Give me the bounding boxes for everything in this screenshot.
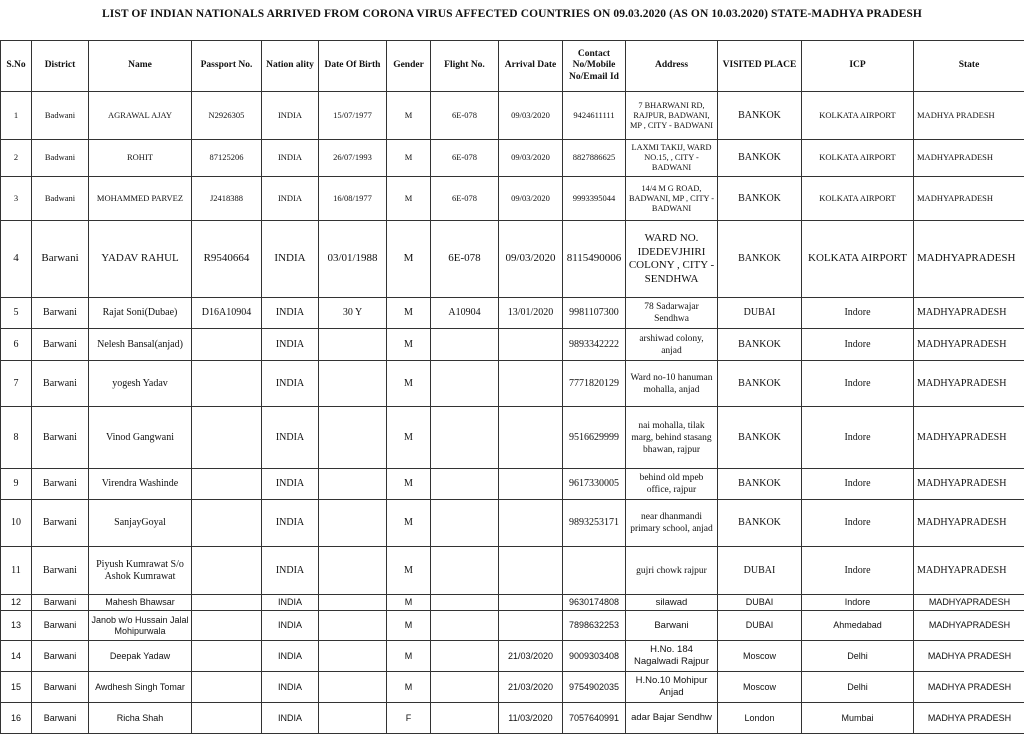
cell-state: MADHYAPRADESH: [914, 140, 1024, 177]
cell-contact: 9993395044: [563, 177, 626, 221]
cell-state: MADHYAPRADESH: [914, 469, 1024, 500]
cell-flight: [431, 595, 499, 611]
cell-address: gujri chowk rajpur: [626, 547, 718, 595]
cell-gender: M: [387, 92, 431, 140]
cell-contact: 9424611111: [563, 92, 626, 140]
cell-name: Richa Shah: [89, 703, 192, 734]
header-name: Name: [89, 41, 192, 92]
header-gender: Gender: [387, 41, 431, 92]
cell-state: MADHYAPRADESH: [914, 500, 1024, 547]
table-row: [1, 361, 1024, 407]
cell-contact: 9617330005: [563, 469, 626, 500]
cell-gender: M: [387, 641, 431, 672]
cell-district: Barwani: [32, 469, 89, 500]
cell-icp: Indore: [802, 298, 914, 329]
cell-flight: [431, 329, 499, 361]
cell-dob: [319, 611, 387, 641]
cell-passport: [192, 547, 262, 595]
cell-gender: M: [387, 361, 431, 407]
cell-district: Barwani: [32, 703, 89, 734]
cell-flight: 6E-078: [431, 140, 499, 177]
cell-visited: Moscow: [718, 672, 802, 703]
cell-visited: Moscow: [718, 641, 802, 672]
cell-icp: Indore: [802, 407, 914, 469]
cell-contact: 9981107300: [563, 298, 626, 329]
cell-passport: [192, 703, 262, 734]
header-sno: S.No: [1, 41, 32, 92]
cell-gender: M: [387, 407, 431, 469]
table-row: [1, 469, 1024, 500]
cell-arrival: [499, 407, 563, 469]
table-row: [1, 500, 1024, 547]
cell-district: Barwani: [32, 298, 89, 329]
cell-visited: DUBAI: [718, 547, 802, 595]
cell-passport: [192, 611, 262, 641]
cell-icp: Ahmedabad: [802, 611, 914, 641]
cell-arrival: 13/01/2020: [499, 298, 563, 329]
cell-contact: 9754902035: [563, 672, 626, 703]
cell-visited: BANKOK: [718, 407, 802, 469]
cell-district: Barwani: [32, 500, 89, 547]
cell-gender: M: [387, 672, 431, 703]
cell-sno: 13: [1, 611, 32, 641]
cell-arrival: [499, 329, 563, 361]
cell-name: Mahesh Bhawsar: [89, 595, 192, 611]
cell-flight: [431, 547, 499, 595]
cell-gender: M: [387, 500, 431, 547]
cell-icp: Indore: [802, 469, 914, 500]
table-row: [1, 547, 1024, 595]
cell-name: Virendra Washinde: [89, 469, 192, 500]
cell-gender: F: [387, 703, 431, 734]
cell-arrival: [499, 547, 563, 595]
cell-flight: [431, 361, 499, 407]
cell-passport: [192, 595, 262, 611]
cell-nationality: INDIA: [262, 611, 319, 641]
cell-contact: 7057640991: [563, 703, 626, 734]
cell-visited: BANKOK: [718, 329, 802, 361]
cell-icp: KOLKATA AIRPORT: [802, 221, 914, 298]
cell-icp: Indore: [802, 547, 914, 595]
cell-name: yogesh Yadav: [89, 361, 192, 407]
cell-address: H.No.10 Mohipur Anjad: [626, 672, 718, 703]
table-row: [1, 611, 1024, 641]
cell-district: Barwani: [32, 329, 89, 361]
cell-sno: 5: [1, 298, 32, 329]
cell-dob: [319, 329, 387, 361]
cell-address: adar Bajar Sendhw: [626, 703, 718, 734]
header-row: [1, 41, 1024, 92]
cell-dob: [319, 469, 387, 500]
cell-visited: BANKOK: [718, 92, 802, 140]
cell-flight: [431, 672, 499, 703]
cell-visited: DUBAI: [718, 595, 802, 611]
cell-flight: 6E-078: [431, 177, 499, 221]
cell-icp: KOLKATA AIRPORT: [802, 177, 914, 221]
cell-passport: N2926305: [192, 92, 262, 140]
cell-district: Barwani: [32, 407, 89, 469]
cell-sno: 15: [1, 672, 32, 703]
cell-visited: BANKOK: [718, 361, 802, 407]
cell-passport: D16A10904: [192, 298, 262, 329]
cell-nationality: INDIA: [262, 92, 319, 140]
cell-passport: [192, 469, 262, 500]
cell-flight: [431, 611, 499, 641]
cell-flight: [431, 703, 499, 734]
cell-nationality: INDIA: [262, 595, 319, 611]
cell-state: MADHYA PRADESH: [914, 672, 1024, 703]
cell-icp: Indore: [802, 329, 914, 361]
cell-contact: 9516629999: [563, 407, 626, 469]
cell-address: silawad: [626, 595, 718, 611]
cell-name: Rajat Soni(Dubae): [89, 298, 192, 329]
cell-passport: [192, 407, 262, 469]
cell-contact: 9009303408: [563, 641, 626, 672]
cell-name: AGRAWAL AJAY: [89, 92, 192, 140]
cell-sno: 6: [1, 329, 32, 361]
cell-dob: 30 Y: [319, 298, 387, 329]
table-row: [1, 407, 1024, 469]
cell-district: Barwani: [32, 672, 89, 703]
cell-sno: 8: [1, 407, 32, 469]
header-visited: VISITED PLACE: [718, 41, 802, 92]
cell-icp: KOLKATA AIRPORT: [802, 92, 914, 140]
header-passport: Passport No.: [192, 41, 262, 92]
cell-icp: KOLKATA AIRPORT: [802, 140, 914, 177]
cell-passport: J2418388: [192, 177, 262, 221]
cell-passport: [192, 500, 262, 547]
cell-state: MADHYAPRADESH: [914, 221, 1024, 298]
cell-flight: 6E-078: [431, 92, 499, 140]
cell-nationality: INDIA: [262, 641, 319, 672]
cell-contact: 9630174808: [563, 595, 626, 611]
table-row: [1, 140, 1024, 177]
cell-district: Barwani: [32, 595, 89, 611]
cell-contact: [563, 547, 626, 595]
cell-passport: [192, 329, 262, 361]
cell-arrival: [499, 469, 563, 500]
cell-address: 7 BHARWANI RD, RAJPUR, BADWANI, MP , CITY - BADWANI: [626, 92, 718, 140]
cell-sno: 2: [1, 140, 32, 177]
cell-icp: Mumbai: [802, 703, 914, 734]
cell-passport: [192, 361, 262, 407]
document-title: LIST OF INDIAN NATIONALS ARRIVED FROM CORONA VIRUS AFFECTED COUNTRIES ON 09.03.2020 (AS ON 10.03.2020) STATE-MADHYA PRADESH: [0, 8, 1024, 30]
cell-district: Badwani: [32, 140, 89, 177]
cell-nationality: INDIA: [262, 469, 319, 500]
cell-sno: 9: [1, 469, 32, 500]
cell-contact: 9893253171: [563, 500, 626, 547]
cell-nationality: INDIA: [262, 221, 319, 298]
table-row: [1, 595, 1024, 611]
cell-nationality: INDIA: [262, 140, 319, 177]
cell-nationality: INDIA: [262, 500, 319, 547]
arrivals-table: [0, 40, 1024, 734]
cell-arrival: [499, 611, 563, 641]
cell-address: near dhanmandi primary school, anjad: [626, 500, 718, 547]
cell-state: MADHYAPRADESH: [914, 407, 1024, 469]
header-flight: Flight No.: [431, 41, 499, 92]
cell-sno: 12: [1, 595, 32, 611]
cell-address: H.No. 184 Nagalwadi Rajpur: [626, 641, 718, 672]
cell-visited: DUBAI: [718, 611, 802, 641]
cell-gender: M: [387, 221, 431, 298]
cell-name: MOHAMMED PARVEZ: [89, 177, 192, 221]
cell-dob: [319, 361, 387, 407]
header-address: Address: [626, 41, 718, 92]
cell-dob: 26/07/1993: [319, 140, 387, 177]
cell-nationality: INDIA: [262, 298, 319, 329]
cell-visited: BANKOK: [718, 469, 802, 500]
table-row: [1, 221, 1024, 298]
cell-address: Barwani: [626, 611, 718, 641]
cell-gender: M: [387, 469, 431, 500]
cell-state: MADHYA PRADESH: [914, 703, 1024, 734]
cell-arrival: [499, 500, 563, 547]
cell-dob: 03/01/1988: [319, 221, 387, 298]
cell-name: Deepak Yadaw: [89, 641, 192, 672]
cell-district: Barwani: [32, 221, 89, 298]
cell-address: 78 Sadarwajar Sendhwa: [626, 298, 718, 329]
cell-arrival: 09/03/2020: [499, 221, 563, 298]
cell-dob: [319, 547, 387, 595]
cell-icp: Delhi: [802, 641, 914, 672]
cell-icp: Delhi: [802, 672, 914, 703]
cell-dob: 15/07/1977: [319, 92, 387, 140]
cell-flight: A10904: [431, 298, 499, 329]
cell-arrival: 11/03/2020: [499, 703, 563, 734]
cell-district: Barwani: [32, 611, 89, 641]
cell-gender: M: [387, 611, 431, 641]
header-dob: Date Of Birth: [319, 41, 387, 92]
cell-gender: M: [387, 298, 431, 329]
cell-gender: M: [387, 177, 431, 221]
cell-address: nai mohalla, tilak marg, behind stasang bhawan, rajpur: [626, 407, 718, 469]
cell-name: Nelesh Bansal(anjad): [89, 329, 192, 361]
cell-state: MADHYAPRADESH: [914, 177, 1024, 221]
cell-name: YADAV RAHUL: [89, 221, 192, 298]
cell-nationality: INDIA: [262, 361, 319, 407]
table-row: [1, 298, 1024, 329]
cell-visited: BANKOK: [718, 500, 802, 547]
cell-sno: 7: [1, 361, 32, 407]
cell-state: MADHYAPRADESH: [914, 329, 1024, 361]
cell-dob: [319, 641, 387, 672]
cell-state: MADHYAPRADESH: [914, 595, 1024, 611]
table-row: [1, 329, 1024, 361]
cell-passport: R9540664: [192, 221, 262, 298]
cell-visited: London: [718, 703, 802, 734]
cell-contact: 8827886625: [563, 140, 626, 177]
cell-address: arshiwad colony, anjad: [626, 329, 718, 361]
cell-name: SanjayGoyal: [89, 500, 192, 547]
cell-name: Piyush Kumrawat S/o Ashok Kumrawat: [89, 547, 192, 595]
cell-address: behind old mpeb office, rajpur: [626, 469, 718, 500]
cell-flight: [431, 407, 499, 469]
table-row: [1, 177, 1024, 221]
cell-contact: 7771820129: [563, 361, 626, 407]
table-row: [1, 92, 1024, 140]
cell-nationality: INDIA: [262, 547, 319, 595]
cell-contact: 8115490006: [563, 221, 626, 298]
cell-visited: BANKOK: [718, 177, 802, 221]
cell-gender: M: [387, 595, 431, 611]
cell-passport: [192, 672, 262, 703]
cell-nationality: INDIA: [262, 329, 319, 361]
cell-district: Badwani: [32, 92, 89, 140]
cell-state: MADHYA PRADESH: [914, 92, 1024, 140]
header-district: District: [32, 41, 89, 92]
cell-icp: Indore: [802, 361, 914, 407]
header-arrival: Arrival Date: [499, 41, 563, 92]
cell-dob: [319, 672, 387, 703]
cell-state: MADHYAPRADESH: [914, 547, 1024, 595]
cell-dob: [319, 703, 387, 734]
cell-state: MADHYAPRADESH: [914, 361, 1024, 407]
cell-flight: [431, 469, 499, 500]
cell-state: MADHYAPRADESH: [914, 298, 1024, 329]
cell-nationality: INDIA: [262, 703, 319, 734]
cell-dob: 16/08/1977: [319, 177, 387, 221]
cell-gender: M: [387, 329, 431, 361]
cell-arrival: [499, 595, 563, 611]
header-contact: Contact No/Mobile No/Email Id: [563, 41, 626, 92]
cell-state: MADHYAPRADESH: [914, 611, 1024, 641]
cell-sno: 16: [1, 703, 32, 734]
cell-visited: DUBAI: [718, 298, 802, 329]
cell-arrival: 21/03/2020: [499, 641, 563, 672]
cell-district: Barwani: [32, 361, 89, 407]
cell-sno: 14: [1, 641, 32, 672]
cell-address: WARD NO. IDEDEVJHIRI COLONY , CITY - SENDHWA: [626, 221, 718, 298]
cell-passport: 87125206: [192, 140, 262, 177]
cell-address: Ward no-10 hanuman mohalla, anjad: [626, 361, 718, 407]
cell-flight: [431, 641, 499, 672]
cell-visited: BANKOK: [718, 221, 802, 298]
cell-address: 14/4 M G ROAD, BADWANI, MP , CITY - BADWANI: [626, 177, 718, 221]
cell-sno: 3: [1, 177, 32, 221]
cell-dob: [319, 407, 387, 469]
cell-dob: [319, 500, 387, 547]
cell-flight: 6E-078: [431, 221, 499, 298]
cell-contact: 7898632253: [563, 611, 626, 641]
header-nationality: Nation ality: [262, 41, 319, 92]
cell-arrival: 21/03/2020: [499, 672, 563, 703]
cell-district: Badwani: [32, 177, 89, 221]
cell-arrival: 09/03/2020: [499, 177, 563, 221]
cell-icp: Indore: [802, 500, 914, 547]
cell-arrival: 09/03/2020: [499, 140, 563, 177]
cell-dob: [319, 595, 387, 611]
cell-sno: 11: [1, 547, 32, 595]
cell-passport: [192, 641, 262, 672]
cell-name: Janob w/o Hussain Jalal Mohipurwala: [89, 611, 192, 641]
cell-sno: 4: [1, 221, 32, 298]
cell-visited: BANKOK: [718, 140, 802, 177]
cell-gender: M: [387, 140, 431, 177]
cell-address: LAXMI TAKIJ, WARD NO.15, , CITY - BADWANI: [626, 140, 718, 177]
cell-name: Vinod Gangwani: [89, 407, 192, 469]
header-state: State: [914, 41, 1024, 92]
cell-nationality: INDIA: [262, 177, 319, 221]
cell-arrival: [499, 361, 563, 407]
cell-district: Barwani: [32, 641, 89, 672]
cell-name: Awdhesh Singh Tomar: [89, 672, 192, 703]
cell-contact: 9893342222: [563, 329, 626, 361]
cell-arrival: 09/03/2020: [499, 92, 563, 140]
cell-nationality: INDIA: [262, 672, 319, 703]
table-row: [1, 641, 1024, 672]
table-body: [1, 92, 1024, 734]
cell-name: ROHIT: [89, 140, 192, 177]
cell-nationality: INDIA: [262, 407, 319, 469]
cell-icp: Indore: [802, 595, 914, 611]
cell-flight: [431, 500, 499, 547]
cell-gender: M: [387, 547, 431, 595]
cell-sno: 10: [1, 500, 32, 547]
table-row: [1, 672, 1024, 703]
cell-sno: 1: [1, 92, 32, 140]
table-row: [1, 703, 1024, 734]
cell-district: Barwani: [32, 547, 89, 595]
cell-state: MADHYA PRADESH: [914, 641, 1024, 672]
header-icp: ICP: [802, 41, 914, 92]
